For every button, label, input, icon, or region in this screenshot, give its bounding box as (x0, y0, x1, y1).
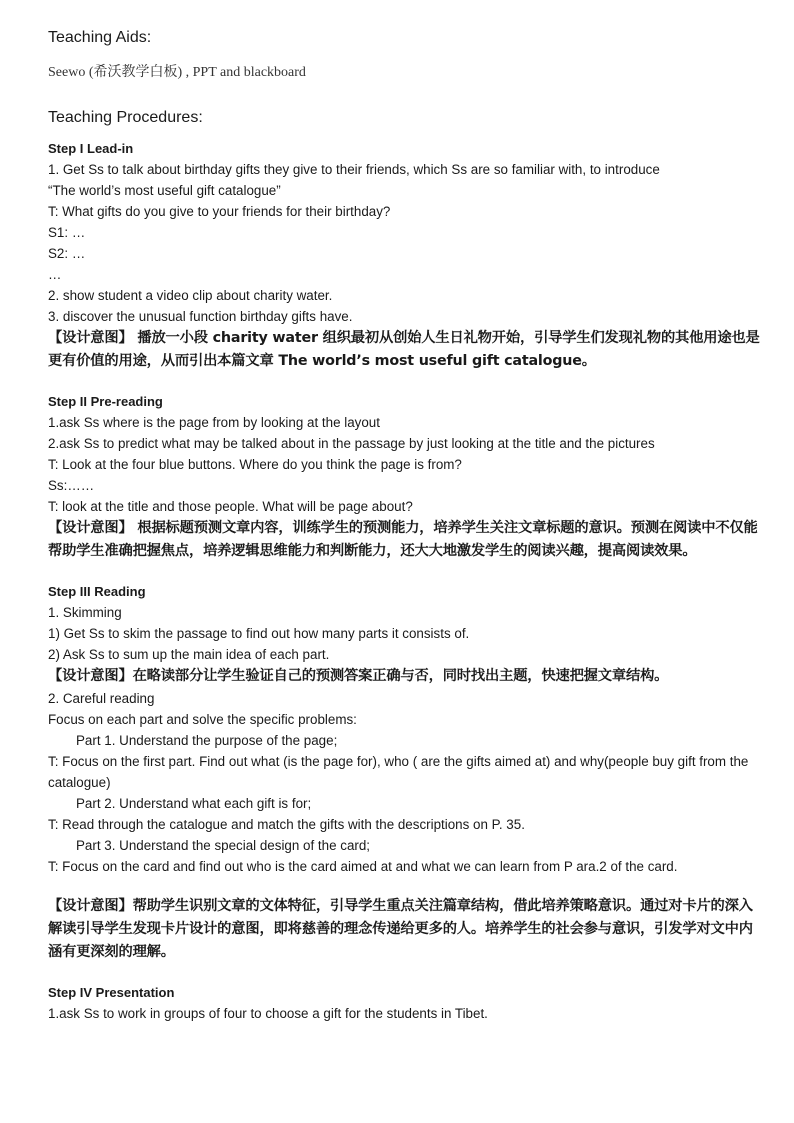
step2-line: Ss:…… (48, 478, 95, 493)
step4-line: 1.ask Ss to work in groups of four to choose a gift for the students in Tibet. (48, 1006, 488, 1021)
step1-line: 1. Get Ss to talk about birthday gifts they give to their friends, which Ss are so familiar with, to introduce (48, 162, 660, 177)
step3-design-intent-careful: 【设计意图】帮助学生识别文章的文体特征，引导学生重点关注篇章结构，借此培养策略意识。通过对卡片的深入解读引导学生发现卡片设计的意图，即将慈善的理念传递给更多的人。培养学生的社会参与意识，引发学对文中内涵有更深刻的理解。 (48, 898, 753, 960)
teaching-aids-text: Seewo (希沃教学白板) , PPT and blackboard (48, 65, 306, 80)
step2-line: 1.ask Ss where is the page from by looking at the layout (48, 415, 380, 430)
step2-line: T: look at the title and those people. What will be page about? (48, 499, 413, 514)
step1-line: 2. show student a video clip about charity water. (48, 288, 333, 303)
teacher-line-3: T: Focus on the card and find out who is the card aimed at and what we can learn from P ara.2 of the card. (48, 859, 678, 874)
part3-line: Part 3. Understand the special design of the card; (76, 838, 371, 853)
step1-line: … (48, 267, 62, 282)
step1-design-intent: 【设计意图】 播放一小段 charity water 组织最初从创始人生日礼物开始，引导学生们发现礼物的其他用途也是更有价值的用途，从而引出本篇文章 The world’s most useful gift catalogue。 (48, 330, 760, 369)
step2-design-intent: 【设计意图】 根据标题预测文章内容，训练学生的预测能力，培养学生关注文章标题的意识。预测在阅读中不仅能帮助学生准确把握焦点，培养逻辑思维能力和判断能力，还大大地激发学生的阅读兴趣，提高阅读效果。 (48, 520, 758, 559)
step3-line: 2) Ask Ss to sum up the main idea of each part. (48, 647, 330, 662)
teaching-aids-heading: Teaching Aids: (48, 29, 152, 46)
step3-focus-line: Focus on each part and solve the specific problems: (48, 712, 357, 727)
part2-line: Part 2. Understand what each gift is for; (76, 796, 312, 811)
step3-line: 1. Skimming (48, 605, 122, 620)
step1-title: Step I Lead-in (48, 141, 134, 156)
step3-title: Step III Reading (48, 584, 146, 599)
part1-line: Part 1. Understand the purpose of the page; (76, 733, 338, 748)
teacher-line-2: T: Read through the catalogue and match the gifts with the descriptions on P. 35. (48, 817, 525, 832)
step4-title: Step IV Presentation (48, 985, 175, 1000)
teacher-line-1: T: Focus on the first part. Find out what (is the page for), who ( are the gifts aimed at) and why(people buy gift from the catalogue) (48, 754, 749, 790)
teaching-procedures-heading: Teaching Procedures: (48, 109, 203, 126)
document-page (48, 28, 760, 1024)
step1-line: S2: … (48, 246, 86, 261)
step1-line: “The world’s most useful gift catalogue” (48, 183, 281, 198)
step2-title: Step II Pre-reading (48, 394, 163, 409)
step2-line: T: Look at the four blue buttons. Where do you think the page is from? (48, 457, 462, 472)
step3-design-intent-skimming: 【设计意图】在略读部分让学生验证自己的预测答案正确与否，同时找出主题，快速把握文章结构。 (48, 668, 669, 684)
step1-line: T: What gifts do you give to your friends for their birthday? (48, 204, 391, 219)
careful-reading-heading: 2. Careful reading (48, 691, 155, 706)
step1-line: 3. discover the unusual function birthday gifts have. (48, 309, 353, 324)
step3-line: 1) Get Ss to skim the passage to find out how many parts it consists of. (48, 626, 470, 641)
step1-line: S1: … (48, 225, 86, 240)
step2-line: 2.ask Ss to predict what may be talked about in the passage by just looking at the title and the pictures (48, 436, 655, 451)
